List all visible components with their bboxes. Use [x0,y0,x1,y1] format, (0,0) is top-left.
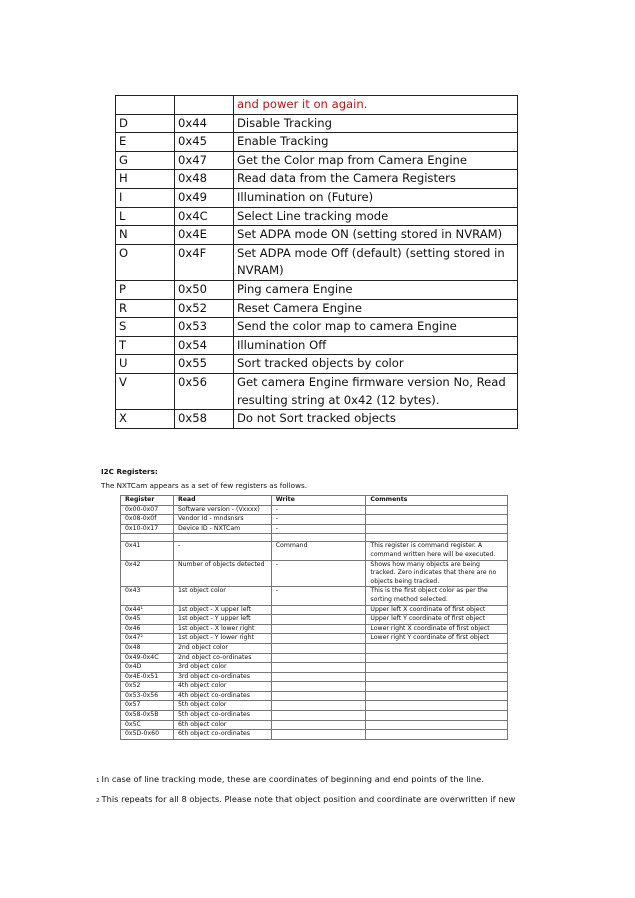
command-description: Illumination on (Future) [234,188,518,207]
register-row [121,643,508,653]
command-key: E [116,133,175,152]
register-row [121,682,508,692]
i2c-intro-text: The NXTCam appears as a set of few registers as follows. [101,481,307,490]
command-hex: 0x52 [175,299,234,318]
register-read: 1st object - Y upper left [173,615,271,625]
register-read: 5th object co-ordinates [173,711,271,721]
command-row [116,318,518,337]
register-row [121,524,508,534]
write-header: Write [271,496,366,506]
register-address: 0x43 [121,587,174,605]
command-hex: 0x4C [175,207,234,226]
command-description: Ping camera Engine [234,280,518,299]
footnote-marker: 1 [96,778,100,784]
register-row [121,691,508,701]
footnote-text: In case of line tracking mode, these are coordinates of beginning and end points of the line. [101,774,484,784]
register-row [121,653,508,663]
command-row [116,299,518,318]
register-row [121,634,508,644]
command-description: Set ADPA mode ON (setting stored in NVRAM) [234,226,518,245]
register-write [271,701,366,711]
command-row [116,226,518,245]
command-key: R [116,299,175,318]
command-row [116,151,518,170]
register-row [121,560,508,587]
footnote-2 [96,794,515,804]
register-write [271,720,366,730]
command-hex: 0x55 [175,355,234,374]
command-table [115,95,518,429]
command-hex: 0x54 [175,336,234,355]
command-key: O [116,244,175,280]
command-row [116,133,518,152]
command-row [116,207,518,226]
command-row [116,114,518,133]
command-key: L [116,207,175,226]
register-write [271,643,366,653]
register-write [271,634,366,644]
register-address: 0x4E-0x51 [121,672,174,682]
register-read: 1st object color [173,587,271,605]
command-key: G [116,151,175,170]
register-address: 0x42 [121,560,174,587]
command-description: Sort tracked objects by color [234,355,518,374]
command-hex: 0x50 [175,280,234,299]
register-table-body [121,505,508,739]
command-description: Illumination Off [234,336,518,355]
register-write [271,682,366,692]
register-address: 0x00-0x07 [121,505,174,515]
register-comment [366,643,508,653]
command-key: V [116,373,175,409]
register-read: 2nd object co-ordinates [173,653,271,663]
register-write: - [271,515,366,525]
register-comment [366,653,508,663]
register-address: 0x48 [121,643,174,653]
register-comment: Shows how many objects are being tracked. Zero indicates that there are no objects being tracked. [366,560,508,587]
register-write [271,653,366,663]
register-address: 0x10-0x17 [121,524,174,534]
register-address: 0x5C [121,720,174,730]
register-write [271,624,366,634]
footnote-text: This repeats for all 8 objects. Please note that object position and coordinate are overwritten if new [101,794,516,804]
command-key: U [116,355,175,374]
register-read: - [173,542,271,560]
command-description: Enable Tracking [234,133,518,152]
register-address: 0x47² [121,634,174,644]
register-write [271,711,366,721]
command-hex: 0x47 [175,151,234,170]
register-row [121,505,508,515]
command-row [116,355,518,374]
register-read: 1st object - X upper left [173,605,271,615]
register-comment [366,701,508,711]
register-row [121,701,508,711]
command-hex: 0x45 [175,133,234,152]
command-row [116,244,518,280]
register-address: 0x52 [121,682,174,692]
register-row [121,720,508,730]
register-read: 4th object co-ordinates [173,691,271,701]
command-description: Reset Camera Engine [234,299,518,318]
register-write [271,691,366,701]
register-write [271,672,366,682]
register-read: 2nd object color [173,643,271,653]
register-read: Vendor Id - mndsnsrs [173,515,271,525]
register-comment: Upper left Y coordinate of first object [366,615,508,625]
register-comment [366,663,508,673]
command-hex: 0x48 [175,170,234,189]
i2c-section-title: I2C Registers: [101,467,158,476]
command-row [116,336,518,355]
register-header: Register [121,496,174,506]
command-hex: 0x49 [175,188,234,207]
command-hex: 0x58 [175,410,234,429]
register-row [121,711,508,721]
register-row [121,672,508,682]
register-row [121,534,508,542]
command-key: N [116,226,175,245]
register-address: 0x45 [121,615,174,625]
command-key: H [116,170,175,189]
register-write: Command [271,542,366,560]
register-comment [366,534,508,542]
command-key [116,96,175,115]
register-address: 0x53-0x56 [121,691,174,701]
register-read: 6th object color [173,720,271,730]
register-address: 0x49-0x4C [121,653,174,663]
register-comment [366,711,508,721]
register-comment [366,524,508,534]
register-row [121,624,508,634]
register-write: - [271,560,366,587]
register-comment [366,515,508,525]
register-write [271,730,366,740]
register-read: 5th object color [173,701,271,711]
register-comment [366,505,508,515]
register-table [120,495,508,740]
command-hex: 0x4F [175,244,234,280]
register-write [271,534,366,542]
register-row [121,663,508,673]
command-key: D [116,114,175,133]
command-row [116,373,518,409]
register-comment [366,720,508,730]
command-description: Disable Tracking [234,114,518,133]
register-read: Device ID - NXTCam [173,524,271,534]
register-read: 1st object - X lower right [173,624,271,634]
register-address: 0x08-0x0f [121,515,174,525]
register-address: 0x4D [121,663,174,673]
command-row [116,410,518,429]
register-row [121,587,508,605]
register-read: 3rd object color [173,663,271,673]
register-comment: Lower right Y coordinate of first object [366,634,508,644]
register-row [121,615,508,625]
register-address: 0x44¹ [121,605,174,615]
read-header: Read [173,496,271,506]
register-address: 0x57 [121,701,174,711]
register-read [173,534,271,542]
command-row [116,170,518,189]
command-description: Send the color map to camera Engine [234,318,518,337]
register-write [271,605,366,615]
command-hex: 0x44 [175,114,234,133]
register-address: 0x5D-0x60 [121,730,174,740]
register-read: 3rd object co-ordinates [173,672,271,682]
register-address: 0x46 [121,624,174,634]
register-comment [366,691,508,701]
register-address: 0x41 [121,542,174,560]
register-comment: This is the first object color as per the sorting method selected. [366,587,508,605]
register-write: - [271,524,366,534]
register-read: Software version - (Vxxxx) [173,505,271,515]
command-row [116,280,518,299]
register-read: 4th object color [173,682,271,692]
register-row [121,515,508,525]
register-address [121,534,174,542]
command-row [116,96,518,115]
command-description: Set ADPA mode Off (default) (setting stored in NVRAM) [234,244,518,280]
register-address: 0x58-0x5B [121,711,174,721]
register-row [121,542,508,560]
command-table-body [116,96,518,429]
register-comment [366,672,508,682]
register-table-header [121,496,508,506]
comments-header: Comments [366,496,508,506]
register-comment: This register is command register. A command written here will be executed. [366,542,508,560]
register-write: - [271,587,366,605]
command-description: Get the Color map from Camera Engine [234,151,518,170]
command-description: Do not Sort tracked objects [234,410,518,429]
footnote-marker: 2 [96,798,100,804]
command-hex: 0x53 [175,318,234,337]
command-description: Get camera Engine firmware version No, Read resulting string at 0x42 (12 bytes). [234,373,518,409]
command-hex: 0x4E [175,226,234,245]
command-key: S [116,318,175,337]
command-description: Select Line tracking mode [234,207,518,226]
register-read: 1st object - Y lower right [173,634,271,644]
footnote-1 [96,774,484,784]
register-read: 6th object co-ordinates [173,730,271,740]
register-write [271,663,366,673]
command-key: I [116,188,175,207]
command-hex [175,96,234,115]
command-hex: 0x56 [175,373,234,409]
register-read: Number of objects detected [173,560,271,587]
register-write [271,615,366,625]
register-comment [366,730,508,740]
command-key: X [116,410,175,429]
register-comment [366,682,508,692]
command-key: T [116,336,175,355]
command-description: Read data from the Camera Registers [234,170,518,189]
command-key: P [116,280,175,299]
command-description: and power it on again. [234,96,518,115]
command-row [116,188,518,207]
register-row [121,605,508,615]
register-comment: Lower right X coordinate of first object [366,624,508,634]
register-write: - [271,505,366,515]
register-comment: Upper left X coordinate of first object [366,605,508,615]
register-row [121,730,508,740]
